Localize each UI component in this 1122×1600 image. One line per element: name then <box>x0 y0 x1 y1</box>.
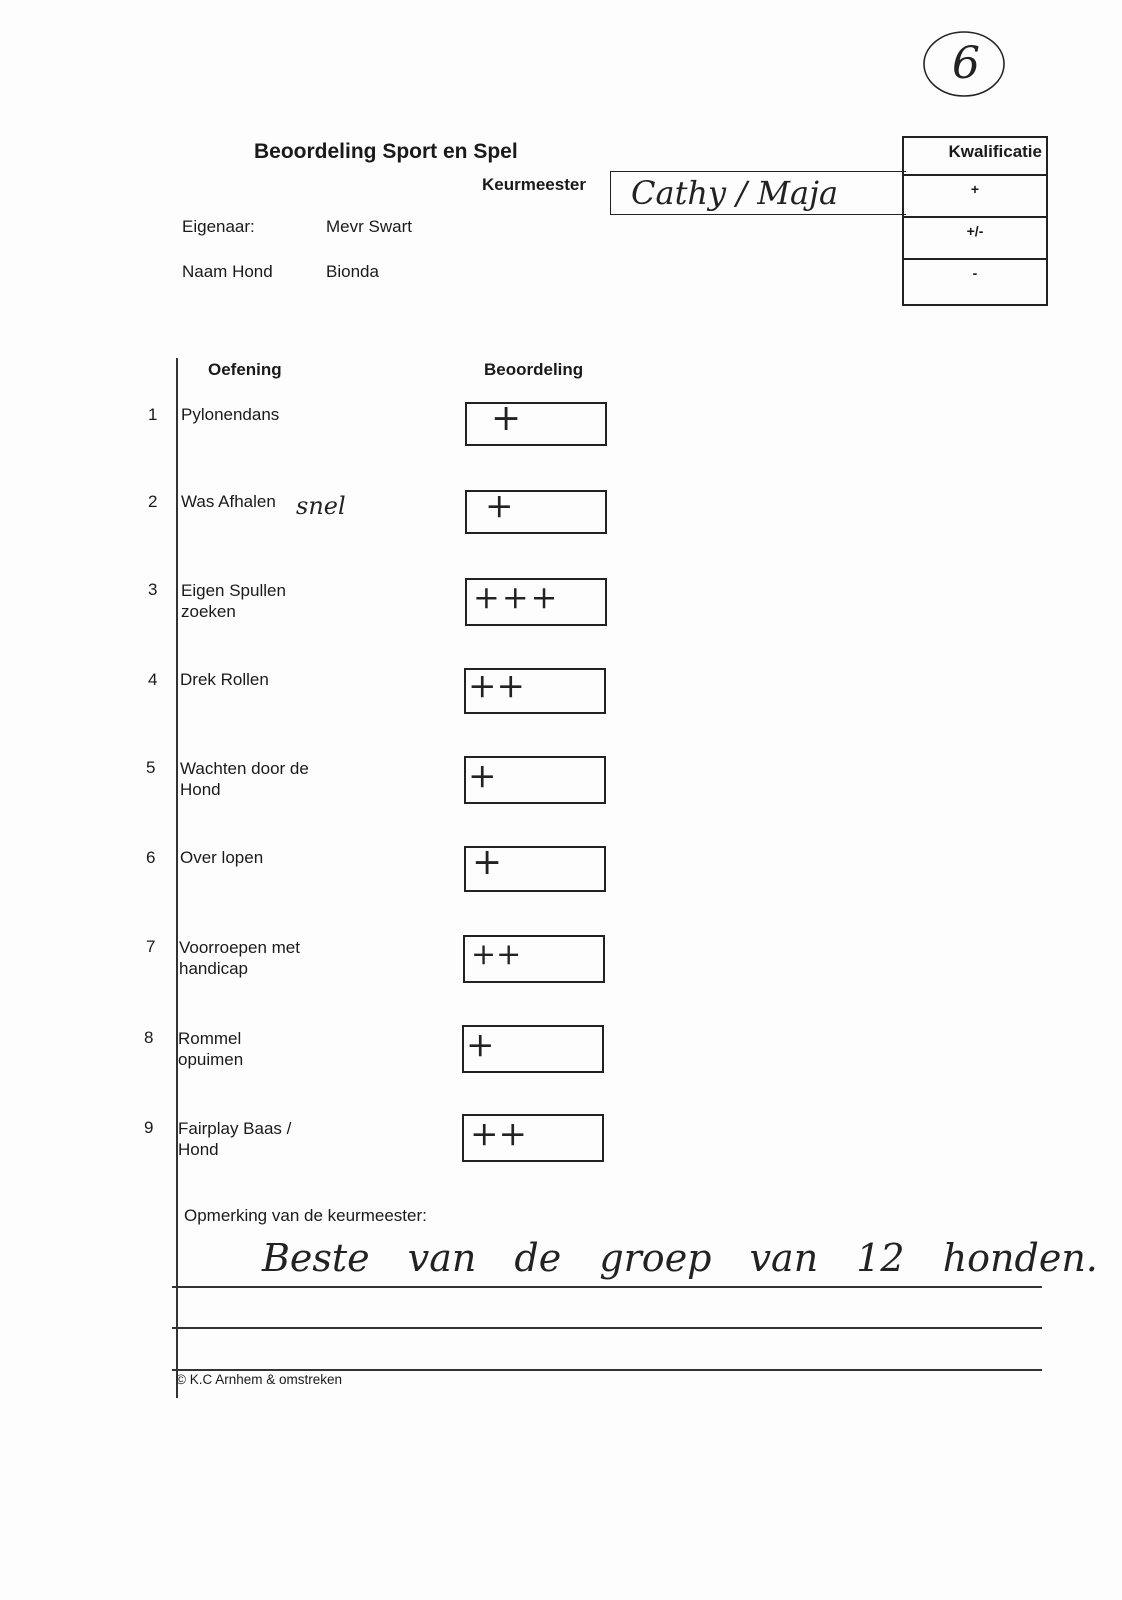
rating-box <box>465 398 607 446</box>
exercise-number: 6 <box>146 848 156 867</box>
exercise-number: 8 <box>144 1028 154 1047</box>
exercise-name: Drek Rollen <box>180 670 269 689</box>
page-number-circle <box>918 26 1008 98</box>
kwalificatie-header: Kwalificatie <box>948 142 1042 161</box>
exercise-number: 1 <box>148 405 158 424</box>
exercise-number: 4 <box>148 670 158 689</box>
form-title: Beoordeling Sport en Spel <box>254 140 518 163</box>
exercise-name: Voorroepen met handicap <box>179 938 300 978</box>
rating-box <box>463 935 605 983</box>
rating-box <box>462 1025 604 1073</box>
rating-value: ++ <box>470 1114 527 1154</box>
kwalificatie-option-neutral: +/- <box>904 216 1046 258</box>
kwalificatie-table <box>902 136 1048 306</box>
rating-box <box>465 578 607 626</box>
rating-value: + <box>466 1025 495 1065</box>
rating-value: + <box>472 842 503 883</box>
owner-label: Eigenaar: <box>182 217 255 236</box>
remarks-line-2 <box>172 1327 1042 1329</box>
exercise-number: 2 <box>148 492 158 511</box>
rating-value: + <box>468 756 497 796</box>
remarks-text: Beste van de groep van 12 honden. <box>262 1236 1098 1280</box>
rating-value: ++ <box>471 937 522 972</box>
keurmeester-label: Keurmeester <box>482 175 586 194</box>
rating-box <box>465 486 607 534</box>
dog-value: Bionda <box>326 262 379 281</box>
table-left-rule <box>176 358 178 1398</box>
rating-value: ++ <box>468 666 525 706</box>
exercise-name: Over lopen <box>180 848 264 867</box>
exercise-name: Pylonendans <box>181 405 280 424</box>
keurmeester-field <box>610 171 906 215</box>
rating-column-header: Beoordeling <box>484 360 584 379</box>
rating-box <box>464 668 606 714</box>
keurmeester-value: Cathy / Maja <box>631 174 839 212</box>
copyright-footer: © K.C Arnhem & omstreken <box>176 1372 343 1387</box>
dog-label: Naam Hond <box>182 262 273 281</box>
exercise-name: Fairplay Baas / Hond <box>178 1119 292 1159</box>
exercise-name: Rommel opuimen <box>178 1029 244 1069</box>
exercise-name: Wachten door de Hond <box>180 759 309 799</box>
exercise-number: 7 <box>146 937 156 956</box>
rating-value: + <box>485 486 514 526</box>
owner-value: Mevr Swart <box>326 217 412 236</box>
kwalificatie-option-minus: - <box>904 258 1046 304</box>
exercise-number: 9 <box>144 1118 154 1137</box>
exercise-name: Was Afhalen <box>181 492 276 511</box>
exercise-number: 3 <box>148 580 158 599</box>
rating-box <box>464 842 606 892</box>
page-number: 6 <box>952 38 980 89</box>
rating-value: +++ <box>473 578 560 616</box>
exercise-column-header: Oefening <box>208 360 282 379</box>
rating-box <box>464 756 606 804</box>
kwalificatie-option-plus: + <box>904 174 1046 216</box>
rating-box <box>462 1114 604 1162</box>
exercise-note: snel <box>296 492 346 520</box>
rating-value: + <box>491 398 522 439</box>
remarks-label: Opmerking van de keurmeester: <box>184 1206 427 1225</box>
remarks-line-1 <box>172 1286 1042 1288</box>
exercise-name: Eigen Spullen zoeken <box>181 581 286 621</box>
remarks-line-3 <box>172 1369 1042 1371</box>
exercise-number: 5 <box>146 758 156 777</box>
